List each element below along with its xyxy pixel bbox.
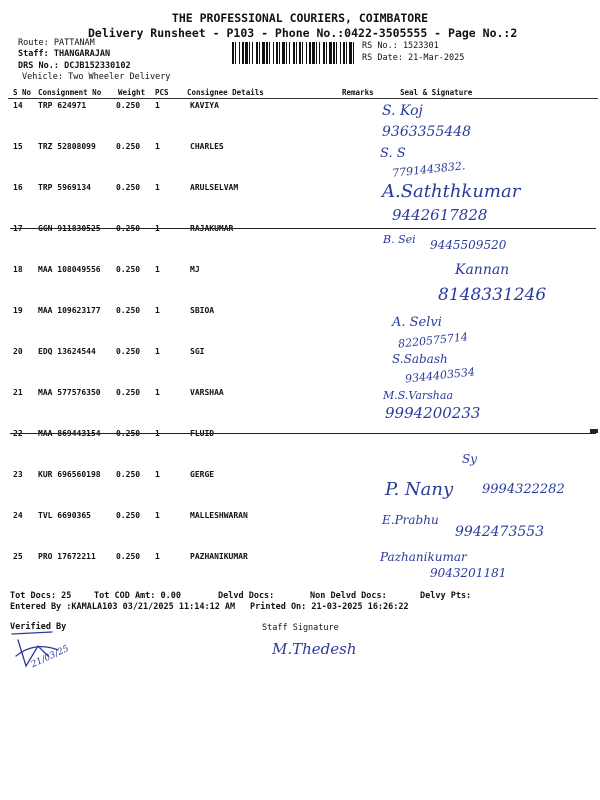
table-row	[0, 552, 600, 588]
consignee-phone: 9363355448	[382, 124, 472, 140]
drs-value: DCJB152330102	[64, 61, 131, 71]
consignee-name: SBIOA	[190, 306, 215, 315]
consignment-no: MAA 109623177	[38, 306, 101, 315]
consignee-phone: 9442617828	[392, 206, 488, 224]
rs-no: RS No.: 1523301	[362, 41, 439, 51]
weight: 0.250	[116, 101, 141, 110]
consignee-signature: P. Nany	[385, 479, 454, 500]
weight: 0.250	[116, 347, 141, 356]
route-line	[18, 38, 95, 48]
table-row	[0, 142, 600, 178]
weight: 0.250	[116, 142, 141, 151]
pcs: 1	[155, 265, 160, 274]
table-row	[0, 429, 600, 465]
scan-smudge	[590, 429, 598, 433]
consignee-phone: 9445509520	[430, 238, 507, 252]
col-consignee: Consignee Details	[187, 88, 264, 97]
delvy-pts: Delvy Pts:	[420, 591, 472, 601]
pcs: 1	[155, 470, 160, 479]
consignee-signature: S. S	[380, 146, 406, 161]
consignment-no: PRO 17672211	[38, 552, 96, 561]
row-sno: 14	[13, 101, 23, 110]
consignee-signature: E.Prabhu	[382, 513, 439, 527]
pcs: 1	[155, 511, 160, 520]
consignee-name: ARULSELVAM	[190, 183, 239, 192]
consignment-no: EDQ 13624544	[38, 347, 96, 356]
consignee-signature: A. Selvi	[392, 315, 442, 330]
consignee-signature: S.Sabash	[392, 352, 448, 366]
pcs: 1	[155, 388, 160, 397]
table-row	[0, 306, 600, 342]
row-sno: 19	[13, 306, 23, 315]
pcs: 1	[155, 306, 160, 315]
weight: 0.250	[116, 388, 141, 397]
verified-signature: 21/03/25	[29, 643, 71, 671]
col-sno: S No	[13, 88, 32, 97]
consignee-name: VARSHAA	[190, 388, 224, 397]
pcs: 1	[155, 183, 160, 192]
consignee-signature: Pazhanikumar	[380, 550, 467, 564]
col-consignment: Consignment No	[38, 88, 102, 97]
col-weight: Weight	[118, 88, 146, 97]
consignee-signature: Kannan	[455, 262, 510, 278]
rs-date: RS Date: 21-Mar-2025	[362, 53, 465, 63]
consignee-phone: 9994200233	[385, 404, 481, 422]
header-rule	[8, 98, 598, 99]
consignment-no: TRP 5969134	[38, 183, 91, 192]
verified-signature-mark	[8, 626, 88, 674]
consignee-phone: 9344403534	[404, 365, 476, 386]
table-row	[0, 224, 600, 260]
weight: 0.250	[116, 265, 141, 274]
consignee-name: KAVIYA	[190, 101, 219, 110]
consignee-name: MALLESHWARAN	[190, 511, 248, 520]
consignee-signature: M.S.Varshaa	[383, 389, 453, 402]
consignee-signature: A.Saththkumar	[382, 181, 521, 202]
consignee-name: SGI	[190, 347, 205, 356]
row-sno: 25	[13, 552, 23, 561]
col-seal-signature: Seal & Signature	[400, 88, 473, 97]
row-sno: 20	[13, 347, 23, 356]
consignment-no: TRP 624971	[38, 101, 87, 110]
consignment-no: MAA 108049556	[38, 265, 101, 274]
route-label: Route:	[18, 38, 49, 48]
consignee-phone: 9043201181	[430, 566, 507, 580]
weight: 0.250	[116, 552, 141, 561]
consignee-phone: 8148331246	[438, 285, 547, 305]
runsheet-subtitle: Delivery Runsheet - P103 - Phone No.:0422-3505555 - Page No.:2	[88, 26, 518, 40]
consignee-signature: S. Koj	[382, 103, 423, 119]
consignee-signature: B. Sei	[383, 233, 416, 246]
weight: 0.250	[116, 511, 141, 520]
col-pcs: PCS	[155, 88, 169, 97]
printed-on: Printed On: 21-03-2025 16:26:22	[250, 602, 409, 612]
drs-line	[18, 61, 131, 71]
company-title: THE PROFESSIONAL COURIERS, COIMBATORE	[171, 11, 429, 25]
staff-signature: M.Thedesh	[272, 640, 357, 658]
vehicle-value: Two Wheeler Delivery	[68, 72, 171, 82]
row-sno: 16	[13, 183, 23, 192]
consignee-phone: 8220575714	[397, 330, 469, 351]
route-value: PATTANAM	[53, 38, 95, 48]
pcs: 1	[155, 142, 160, 151]
weight: 0.250	[116, 183, 141, 192]
row-sno: 23	[13, 470, 23, 479]
consignee-name: MJ	[190, 265, 200, 274]
row-sno: 18	[13, 265, 23, 274]
tot-docs: Tot Docs: 25	[10, 591, 72, 601]
staff-value: THANGARAJAN	[53, 49, 111, 59]
consignment-no: KUR 696560198	[38, 470, 101, 479]
consignee-name: CHARLES	[190, 142, 224, 151]
table-row	[0, 388, 600, 424]
consignee-name: GERGE	[190, 470, 215, 479]
row-sno: 24	[13, 511, 23, 520]
table-row	[0, 347, 600, 386]
drs-label: DRS No.:	[18, 61, 59, 71]
pcs: 1	[155, 552, 160, 561]
verified-by-label: Verified By	[10, 622, 67, 632]
vehicle-label: Vehicle:	[22, 72, 63, 82]
consignment-no: MAA 577576350	[38, 388, 101, 397]
non-delvd-docs: Non Delvd Docs:	[310, 591, 387, 601]
consignee-signature: Sy	[462, 452, 477, 466]
consignee-phone: 7791443832.	[391, 159, 466, 180]
pcs: 1	[155, 347, 160, 356]
row-sno: 15	[13, 142, 23, 151]
staff-signature-label: Staff Signature	[262, 623, 339, 633]
pcs: 1	[155, 101, 160, 110]
consignment-no: TVL 6690365	[38, 511, 91, 520]
staff-line	[18, 49, 110, 59]
col-remarks: Remarks	[342, 88, 374, 97]
strike-line	[10, 228, 596, 229]
strike-line	[10, 433, 596, 434]
consignment-no: TRZ 52808099	[38, 142, 96, 151]
table-row	[0, 101, 600, 137]
consignee-phone: 9994322282	[482, 482, 565, 497]
weight: 0.250	[116, 306, 141, 315]
barcode-icon	[232, 42, 354, 64]
delvd-docs: Delvd Docs:	[218, 591, 275, 601]
entered-by: Entered By :KAMALA103 03/21/2025 11:14:12 AM	[10, 602, 236, 612]
row-sno: 21	[13, 388, 23, 397]
tot-cod: Tot COD Amt: 0.00	[94, 591, 181, 601]
consignee-phone: 9942473553	[455, 524, 545, 540]
weight: 0.250	[116, 470, 141, 479]
consignee-name: PAZHANIKUMAR	[190, 552, 248, 561]
vehicle-line	[22, 72, 170, 82]
staff-label: Staff:	[18, 49, 49, 59]
